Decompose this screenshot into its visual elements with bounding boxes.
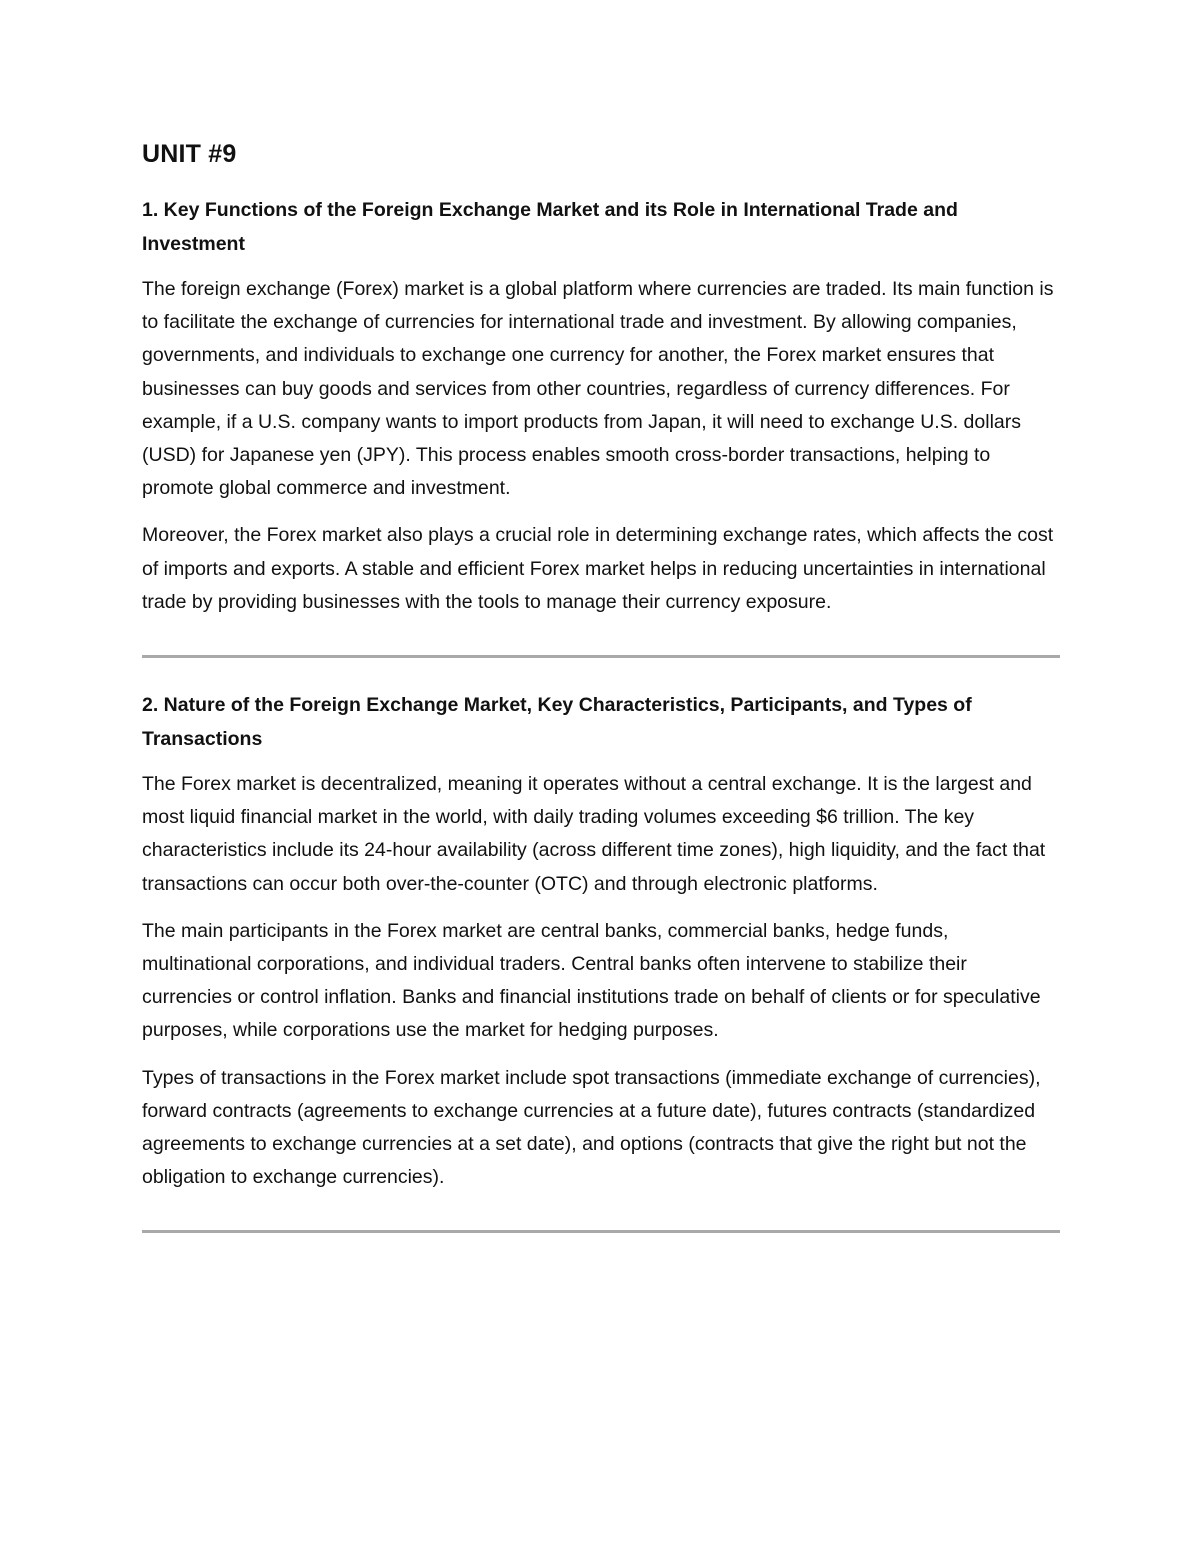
unit-title: UNIT #9 <box>142 140 237 168</box>
section-heading: 1. Key Functions of the Foreign Exchange Market and its Role in International Trade and Investment <box>142 199 958 255</box>
paragraph: Types of transactions in the Forex market include spot transactions (immediate exchange of currencies), forward contracts (agreements to exchange currencies at a future date), futures contracts (standardized agreements to exchange currencies at a set date), and options (contracts that give the right but not the obligation to exchange currencies). <box>142 1066 1041 1189</box>
document-page <box>142 140 1060 1233</box>
paragraph: The foreign exchange (Forex) market is a global platform where currencies are traded. Its main function is to facilitate the exchange of currencies for international trade and investment. By allowing companies, governments, and individuals to exchange one currency for another, the Forex market ensures that businesses can buy goods and services from other countries, regardless of currency differences. For example, if a U.S. company wants to import products from Japan, it will need to exchange U.S. dollars (USD) for Japanese yen (JPY). This process enables smooth cross-border transactions, helping to promote global commerce and investment. <box>142 278 1054 500</box>
section-divider <box>142 1230 1060 1233</box>
paragraph: The main participants in the Forex market are central banks, commercial banks, hedge funds, multinational corporations, and individual traders. Central banks often intervene to stabilize their currencies or control inflation. Banks and financial institutions trade on behalf of clients or for speculative purposes, while corporations use the market for hedging purposes. <box>142 919 1041 1042</box>
paragraph: The Forex market is decentralized, meaning it operates without a central exchange. It is the largest and most liquid financial market in the world, with daily trading volumes exceeding $6 trillion. The key characteristics include its 24-hour availability (across different time zones), high liquidity, and the fact that transactions can occur both over-the-counter (OTC) and through electronic platforms. <box>142 773 1046 895</box>
section-forex-nature <box>142 688 1060 1194</box>
section-forex-functions <box>142 193 1060 619</box>
paragraph: Moreover, the Forex market also plays a crucial role in determining exchange rates, which affects the cost of imports and exports. A stable and efficient Forex market helps in reducing uncertainties in international trade by providing businesses with the tools to manage their currency exposure. <box>142 524 1054 613</box>
section-divider <box>142 655 1060 658</box>
section-heading: 2. Nature of the Foreign Exchange Market, Key Characteristics, Participants, and Types of Transactions <box>142 694 972 751</box>
